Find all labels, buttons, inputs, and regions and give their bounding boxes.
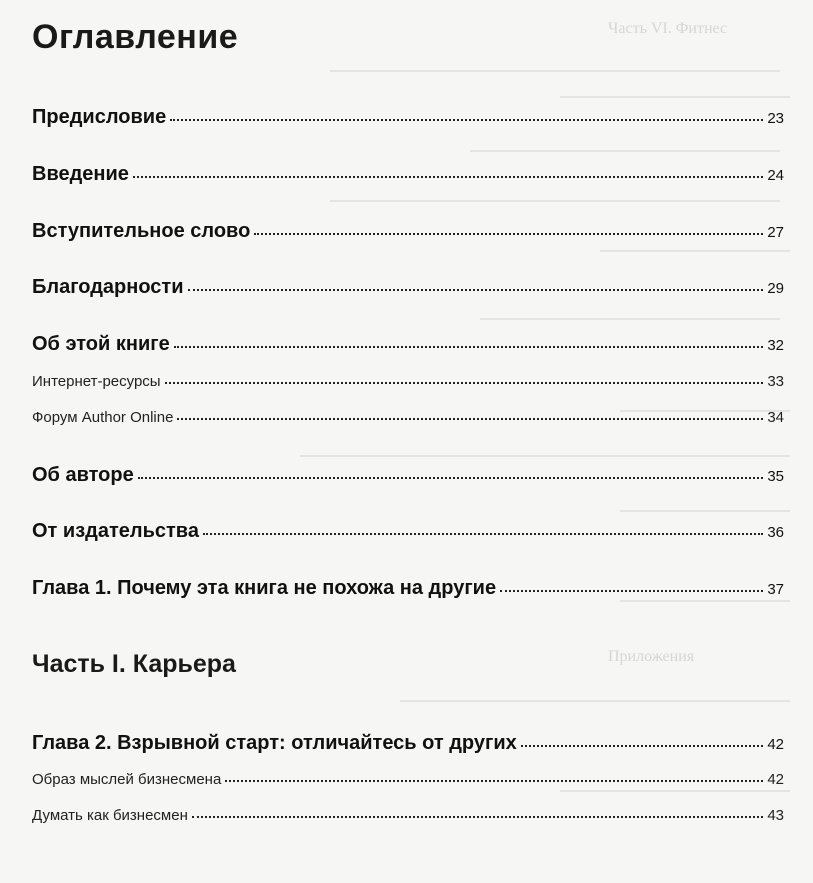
toc-entry-opening-word[interactable] (32, 220, 784, 243)
dot-leader (500, 589, 763, 592)
dot-leader (174, 345, 764, 348)
toc-entry-page: 23 (767, 110, 784, 127)
toc-entry-label: Предисловие (32, 106, 167, 128)
part-title: Часть I. Карьера (32, 650, 236, 678)
bleed-through-line (620, 600, 790, 602)
toc-entry-page: 37 (767, 581, 784, 598)
bleed-through-line (560, 790, 790, 792)
bleed-through-appendix-heading: Приложения (608, 648, 695, 665)
toc-entry-page: 32 (767, 337, 784, 354)
toc-entry-page: 36 (767, 524, 784, 541)
toc-entry-label: Глава 1. Почему эта книга не похожа на другие (32, 577, 497, 599)
bleed-through-line (470, 150, 780, 152)
bleed-through-line (400, 700, 790, 702)
bleed-through-line (330, 70, 780, 72)
bleed-through-line (620, 510, 790, 512)
toc-entry-page: 43 (767, 807, 784, 824)
toc-title: Оглавление (32, 18, 239, 56)
toc-entry-label: Думать как бизнесмен (32, 807, 188, 824)
toc-entry-label: Об этой книге (32, 333, 170, 355)
bleed-through-line (560, 96, 790, 98)
dot-leader (138, 476, 764, 479)
dot-leader (133, 175, 763, 178)
toc-entry-page: 29 (767, 280, 784, 297)
dot-leader (188, 288, 764, 291)
dot-leader (170, 118, 763, 121)
toc-entry-think-like-businessman[interactable] (32, 807, 784, 824)
bleed-through-heading: Часть VI. Фитнес (608, 20, 728, 37)
toc-entry-internet-resources[interactable] (32, 373, 784, 390)
toc-entry-page: 42 (767, 736, 784, 753)
toc-entry-foreword[interactable] (32, 106, 784, 129)
bleed-through-line (330, 200, 780, 202)
toc-entry-label: Форум Author Online (32, 409, 174, 426)
toc-entry-page: 33 (767, 373, 784, 390)
bleed-through-line (480, 318, 780, 320)
toc-entry-from-publisher[interactable] (32, 520, 784, 543)
toc-entry-about-author[interactable] (32, 464, 784, 487)
dot-leader (177, 417, 763, 420)
toc-entry-label: Благодарности (32, 276, 184, 298)
toc-entry-business-mindset[interactable] (32, 771, 784, 788)
toc-entry-label: Об авторе (32, 464, 134, 486)
toc-entry-label: Интернет-ресурсы (32, 373, 161, 390)
toc-entry-label: Введение (32, 163, 129, 185)
dot-leader (225, 779, 763, 782)
toc-entry-introduction[interactable] (32, 163, 784, 186)
bleed-through-line (300, 455, 790, 457)
toc-entry-label: Образ мыслей бизнесмена (32, 771, 222, 788)
toc-entry-chapter-1[interactable] (32, 577, 784, 600)
toc-entry-page: 24 (767, 167, 784, 184)
toc-entry-forum[interactable] (32, 409, 784, 426)
toc-entry-page: 34 (767, 409, 784, 426)
toc-entry-page: 35 (767, 468, 784, 485)
toc-entry-page: 27 (767, 224, 784, 241)
toc-entry-about-book[interactable] (32, 333, 784, 356)
dot-leader (521, 744, 764, 747)
dot-leader (254, 232, 763, 235)
toc-entry-chapter-2[interactable] (32, 732, 784, 755)
toc-entry-page: 42 (767, 771, 784, 788)
dot-leader (165, 381, 764, 384)
toc-entry-label: Глава 2. Взрывной старт: отличайтесь от других (32, 732, 517, 754)
dot-leader (192, 815, 763, 818)
toc-entry-acknowledgements[interactable] (32, 276, 784, 299)
bleed-through-line (600, 250, 790, 252)
toc-entry-label: Вступительное слово (32, 220, 251, 242)
dot-leader (203, 532, 763, 535)
toc-entry-label: От издательства (32, 520, 199, 542)
